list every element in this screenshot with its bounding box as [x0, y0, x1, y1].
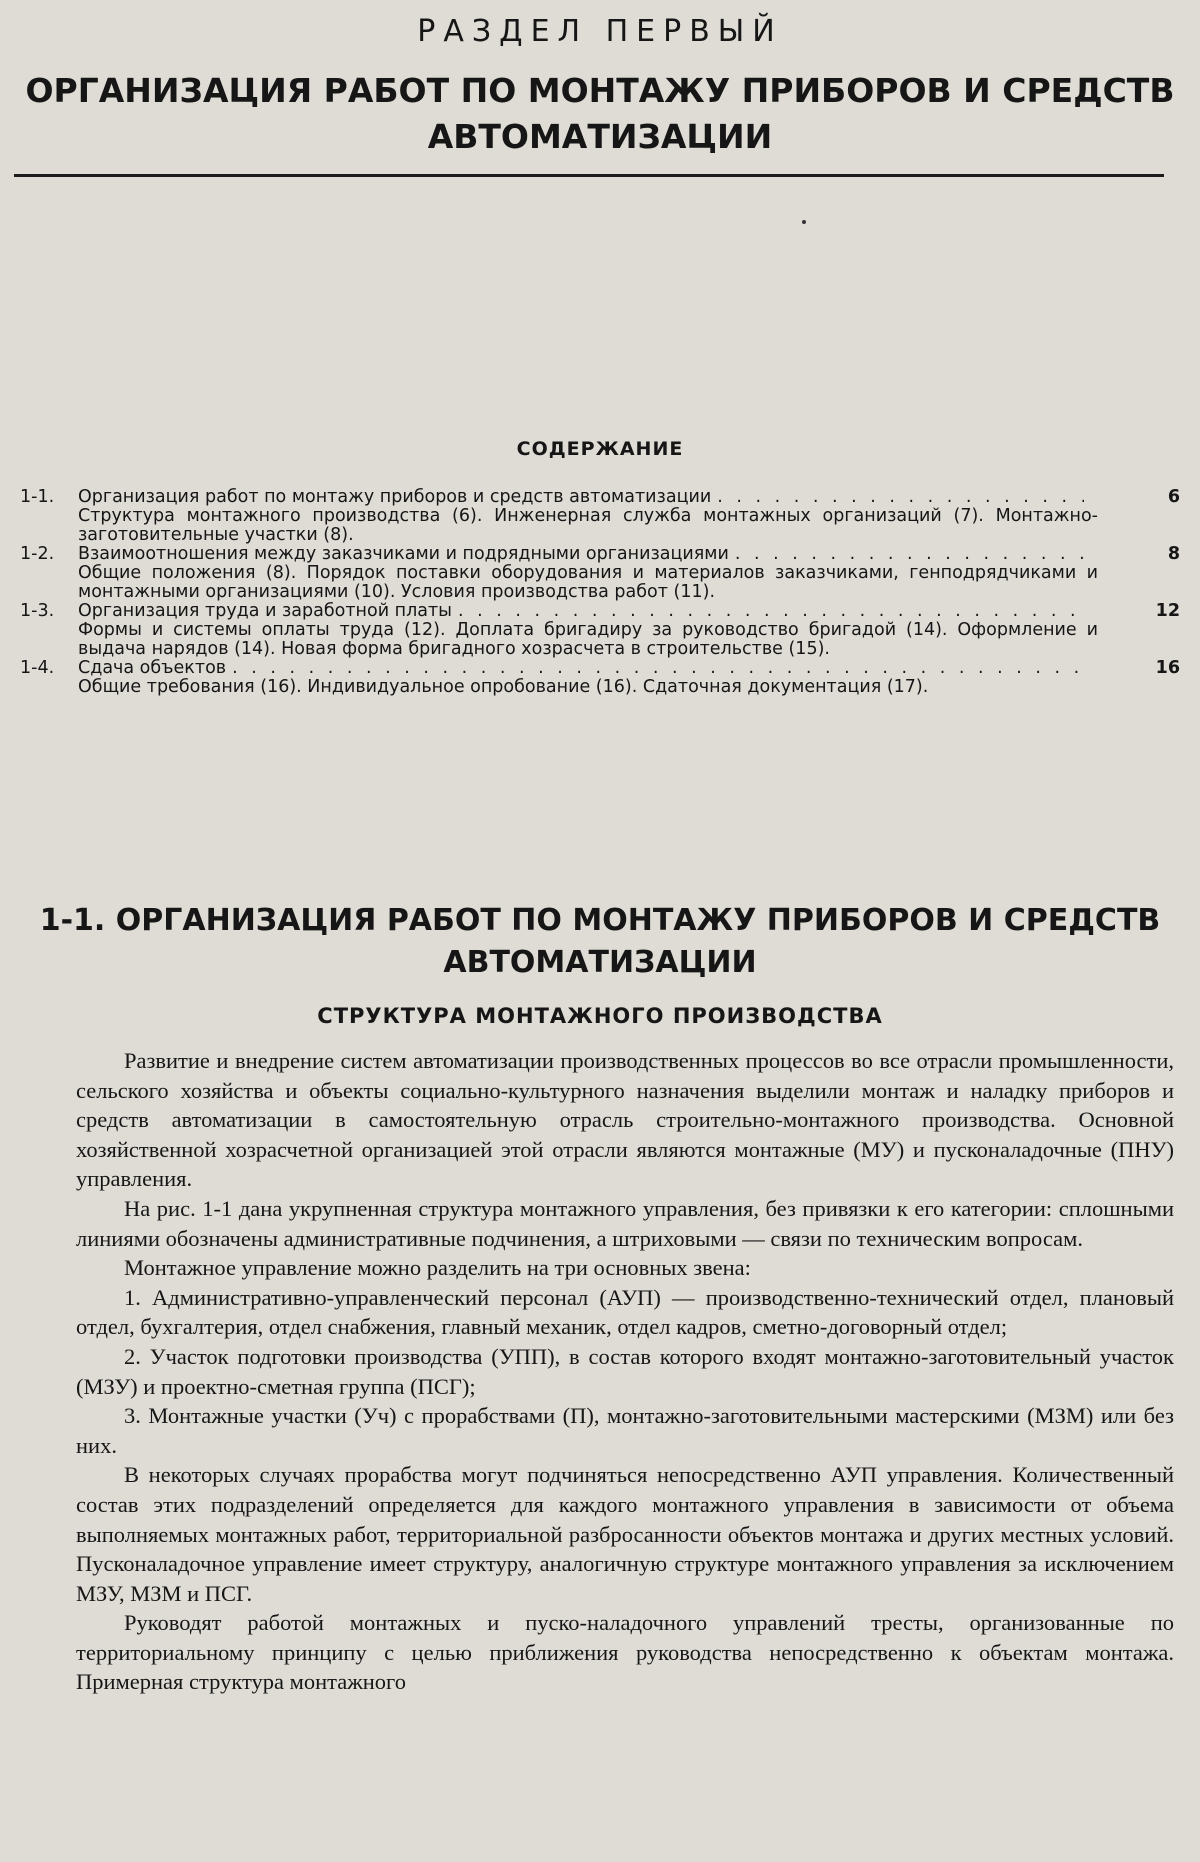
toc-entry-subtopics: Общие требования (16). Индивидуальное опробование (16). Сдаточная документация (17).: [78, 677, 929, 697]
section-label: РАЗДЕЛ ПЕРВЫЙ: [417, 14, 783, 49]
section-title: ОРГАНИЗАЦИЯ РАБОТ ПО МОНТАЖУ ПРИБОРОВ И СРЕДСТВ АВТОМАТИЗАЦИИ: [25, 71, 1175, 156]
toc-entry-page: 16: [1155, 658, 1180, 678]
paragraph: Монтажное управление можно разделить на три основных звена:: [124, 1255, 751, 1281]
paragraph: Руководят работой монтажных и пуско-наладочного управлений тресты, организованные по территориальному принципу с целью приближения руководства непосредственно к объектам монтажа. Примерная структура монтажного: [76, 1610, 1174, 1695]
toc-entry-title: Сдача объектов: [78, 658, 227, 678]
toc-entry-title: Организация работ по монтажу приборов и средств автоматизации: [78, 487, 712, 507]
chapter-title: 1-1. ОРГАНИЗАЦИЯ РАБОТ ПО МОНТАЖУ ПРИБОРОВ И СРЕДСТВ АВТОМАТИЗАЦИИ: [39, 903, 1161, 980]
toc-entry: [20, 602, 1180, 659]
toc-entry-subtopics: Структура монтажного производства (6). Инженерная служба монтажных организаций (7). Монтажно-заготовительные участки (8).: [78, 506, 1098, 545]
toc-entry: [20, 545, 1180, 602]
body-text: [76, 1046, 1174, 1697]
toc-entry: [20, 488, 1180, 545]
toc-entry-page: 6: [1167, 487, 1180, 507]
title-divider: [14, 174, 1164, 177]
toc-entry-title: Взаимоотношения между заказчиками и подрядными организациями: [78, 544, 729, 564]
toc-entry-number: 1-3.: [20, 601, 55, 621]
toc-entry-title: Организация труда и заработной платы: [78, 601, 453, 621]
paragraph: Развитие и внедрение систем автоматизации производственных процессов во все отрасли промышленности, сельского хозяйства и объекты социально-культурного назначения выделили монтаж и наладку приборов и средств автоматизации в самостоятельную отрасль строительно-монтажного производства. Основной хозяйственной хозрасчетной организацией этой отрасли являются монтажные (МУ) и пусконаладочные (ПНУ) управления.: [76, 1048, 1174, 1192]
table-of-contents: [20, 488, 1180, 697]
paragraph: 3. Монтажные участки (Уч) с прорабствами (П), монтажно-заготовительными мастерскими (МЗМ) или без них.: [76, 1403, 1174, 1458]
toc-leader-dots: [458, 602, 1084, 621]
subsection-heading: СТРУКТУРА МОНТАЖНОГО ПРОИЗВОДСТВА: [317, 1004, 883, 1028]
paragraph: В некоторых случаях прорабства могут подчиняться непосредственно АУП управления. Количественный состав этих подразделений определяется для каждого монтажного управления в зависимости от объема выполняемых монтажных работ, территориальной разбросанности объектов монтажа и других местных условий. Пусконаладочное управление имеет структуру, аналогичную структуре монтажного управления за исключением МЗУ, МЗМ и ПСГ.: [76, 1462, 1174, 1606]
toc-leader-dots: [717, 488, 1084, 507]
toc-entry-number: 1-4.: [20, 658, 55, 678]
toc-leader-dots: [735, 545, 1084, 564]
toc-leader-dots: [232, 659, 1084, 678]
toc-entry-page: 8: [1167, 544, 1180, 564]
toc-entry: [20, 659, 1180, 697]
toc-title: СОДЕРЖАНИЕ: [516, 438, 684, 460]
paragraph: 1. Административно-управленческий персонал (АУП) — производственно-технический отдел, плановый отдел, бухгалтерия, отдел снабжения, главный механик, отдел кадров, сметно-договорный отдел;: [76, 1284, 1174, 1340]
paragraph: На рис. 1-1 дана укрупненная структура монтажного управления, без привязки к его категории: сплошными линиями обозначены административные подчинения, а штриховыми — связи по техническим вопросам.: [76, 1195, 1174, 1251]
toc-entry-subtopics: Формы и системы оплаты труда (12). Доплата бригадиру за руководство бригадой (14). Оформление и выдача нарядов (14). Новая форма бригадного хозрасчета в строительстве (15).: [78, 620, 1098, 659]
toc-entry-number: 1-1.: [20, 487, 55, 507]
toc-entry-page: 12: [1155, 601, 1180, 621]
toc-entry-number: 1-2.: [20, 544, 55, 564]
print-speck: [802, 220, 806, 224]
paragraph: 2. Участок подготовки производства (УПП), в состав которого входят монтажно-заготовительный участок (МЗУ) и проектно-сметная группа (ПСГ);: [76, 1343, 1174, 1399]
toc-entry-subtopics: Общие положения (8). Порядок поставки оборудования и материалов заказчиками, генподрядчиками и монтажными организациями (10). Условия производства работ (11).: [78, 563, 1098, 602]
